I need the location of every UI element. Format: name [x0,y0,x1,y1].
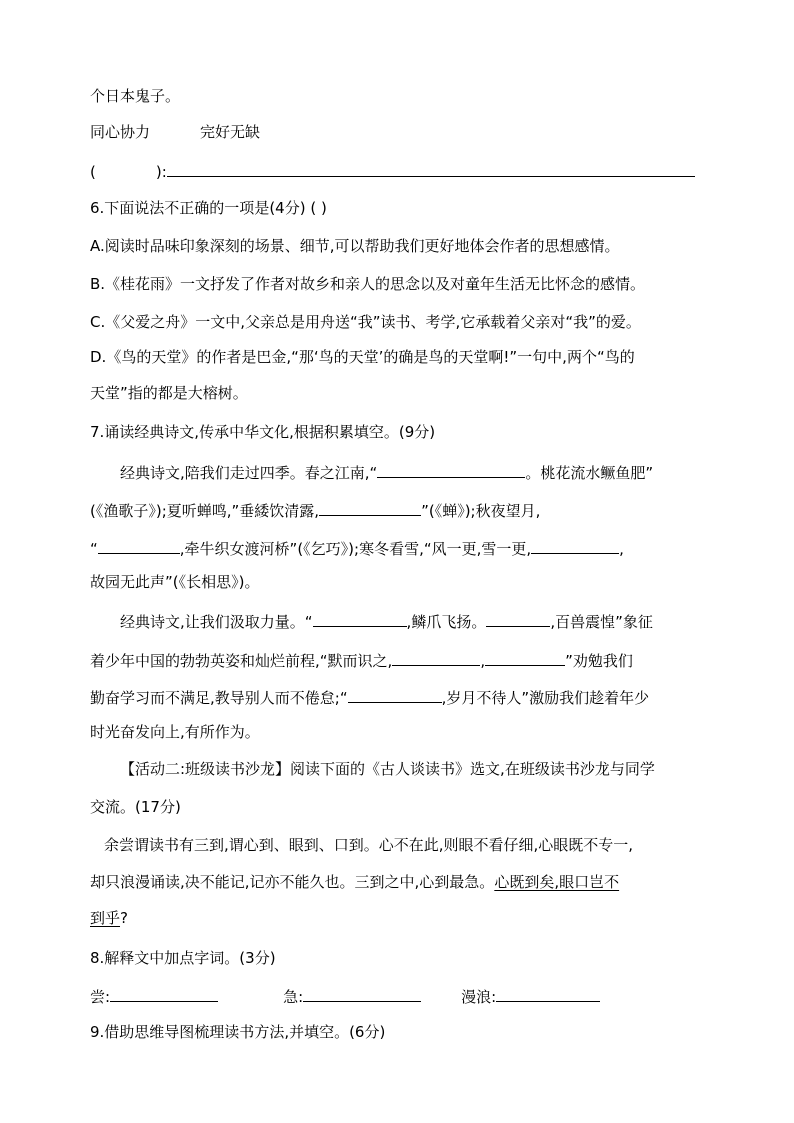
text: 着少年中国的勃勃英姿和灿烂前程,“默而识之, [90,652,393,670]
q9-stem: 9.借助思维导图梳理读书方法,并填空。(6分) [90,1023,386,1041]
poem-para2-line2 [90,647,633,671]
text: ,鳞爪飞扬。 [406,613,487,631]
poem-para2-line1 [120,608,653,632]
text: , [619,540,624,558]
underlined-sentence: 到乎 [90,909,121,927]
idiom-answer-line [90,158,695,182]
idiom-line [90,120,260,144]
text: 。桃花流水鳜鱼肥” [525,464,654,482]
word-label: 尝: [90,988,111,1006]
passage-line1: 余尝谓读书有三到,谓心到、眼到、口到。心不在此,则眼不看仔细,心眼既不专一, [104,836,634,854]
paren-open: ( [90,163,96,181]
passage-line2 [90,870,619,894]
continued-sentence: 个日本鬼子。 [90,87,181,105]
fill-blank[interactable] [98,535,180,554]
text-line [90,84,180,108]
poem-para2-line3 [90,684,649,708]
activity2-line2: 交流。(17分) [90,798,181,816]
q6-option-a: A.阅读时品味印象深刻的场景、细节,可以帮助我们更好地体会作者的思想感情。 [90,237,620,255]
text: ,牵牛织女渡河桥”(《乞巧》);寒冬看雪,“风一更,雪一更, [179,540,532,558]
answer-blank[interactable] [167,158,695,177]
text: ”(《蝉》);秋夜望月, [421,502,541,520]
poem-para1-line4: 故园无此声”(《长相思》)。 [90,573,260,591]
q6-stem: 6.下面说法不正确的一项是(4分) ( ) [90,199,327,217]
text: ”劝勉我们 [565,652,633,670]
fill-blank[interactable] [319,497,421,516]
idiom-1: 同心协力 [90,123,151,141]
q6-option-d-line2: 天堂”指的都是大榕树。 [90,384,248,402]
poem-para1-line3 [90,535,624,559]
fill-blank[interactable] [303,983,421,1002]
idiom-2: 完好无缺 [200,123,261,141]
q8-stem: 8.解释文中加点字词。(3分) [90,949,276,967]
poem-para2-line4: 时光奋发向上,有所作为。 [90,723,260,741]
text: ? [120,909,128,927]
text: 勤奋学习而不满足,教导别人而不倦怠;“ [90,689,348,707]
fill-blank[interactable] [392,647,480,666]
text: (《渔歌子》);夏听蝉鸣,”垂緌饮清露, [90,502,320,520]
q6-option-d-line1: D.《鸟的天堂》的作者是巴金,“那‘鸟的天堂’的确是鸟的天堂啊!”一句中,两个“鸟的 [90,348,635,366]
q7-stem: 7.诵读经典诗文,传承中华文化,根据积累填空。(9分) [90,423,436,441]
fill-blank[interactable] [496,983,600,1002]
fill-blank[interactable] [348,684,442,703]
poem-para1-line2 [90,497,540,521]
text: 却只浪漫诵读,决不能记,记亦不能久也。三到之中,心到最急。 [90,873,495,891]
text: “ [90,540,98,558]
q6-option-b: B.《桂花雨》一文抒发了作者对故乡和亲人的思念以及对童年生活无比怀念的感情。 [90,275,646,293]
word-label: 漫浪: [461,988,497,1006]
text: ,岁月不待人”激励我们趁着年少 [441,689,650,707]
underlined-sentence: 心既到矣,眼口岂不 [494,873,620,891]
q6-option-c: C.《父爱之舟》一文中,父亲总是用舟送“我”读书、考学,它承载着父亲对“我”的爱。 [90,313,641,331]
fill-blank[interactable] [486,608,550,627]
activity2-heading: 【活动二:班级读书沙龙】阅读下面的《古人谈读书》选文,在班级读书沙龙与同学 [120,760,655,778]
text: , [480,652,486,670]
paren-close: ): [155,163,167,181]
passage-line3 [90,906,128,930]
fill-blank[interactable] [110,983,218,1002]
poem-para1-line1 [120,459,653,483]
fill-blank[interactable] [313,608,407,627]
word-label: 急: [283,988,304,1006]
text: 经典诗文,让我们汲取力量。“ [120,613,313,631]
text: 经典诗文,陪我们走过四季。春之江南,“ [120,464,378,482]
q8-answer-line [90,983,600,1007]
fill-blank[interactable] [531,535,619,554]
fill-blank[interactable] [485,647,565,666]
text: ,百兽震惶”象征 [550,613,653,631]
fill-blank[interactable] [377,459,525,478]
